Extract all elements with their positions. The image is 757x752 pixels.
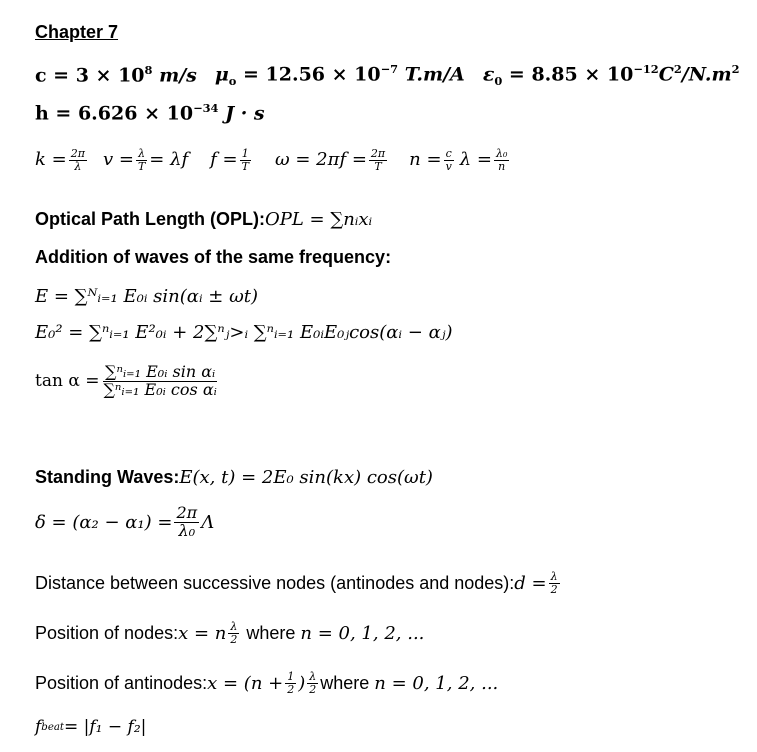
permittivity-constant: $\varepsilon_0 = 8.85 \times 10^{-12}C^2/N.m^2$	[482, 62, 740, 89]
wave-relations	[35, 148, 511, 172]
antinode-position-label: Position of antinodes:	[35, 672, 208, 693]
addition-heading: Addition of waves of the same frequency:	[35, 247, 392, 267]
refractive-index-eq: n = $\frac{c}{v}$	[409, 147, 452, 173]
angular-frequency-eq: ω = 2πf = $\frac{2\pi}{T}$	[274, 147, 386, 173]
node-position-line: Position of nodes: x = n $\frac{\lambda}{2}$ where n = 0, 1, 2, ...	[35, 620, 425, 646]
frequency-eq: f = $\frac{1}{T}$	[210, 147, 249, 173]
velocity-eq: v = $\frac{\lambda}{T}$ = λf	[102, 147, 189, 173]
standing-waves-line	[35, 467, 433, 488]
wavenumber-eq: k = $\frac{2\pi}{\lambda}$	[35, 147, 85, 173]
superposition-eq: E = ∑ᴺᵢ₌₁ E₀ᵢ sin(αᵢ ± ωt)	[35, 286, 259, 307]
antinode-position-line: Position of antinodes: x = (n + $\frac{1}{2}$ ) $\frac{\lambda}{2}$ where n = 0, 1, 2, ...	[35, 670, 499, 696]
node-position-label: Position of nodes:	[35, 622, 179, 643]
opl-formula: OPL = ∑nᵢxᵢ	[265, 209, 373, 230]
node-distance-line: Distance between successive nodes (antinodes and nodes): d = $\frac{\lambda}{2}$	[35, 570, 558, 596]
standing-waves-label: Standing Waves:	[35, 467, 180, 487]
node-distance-label: Distance between successive nodes (antinodes and nodes):	[35, 572, 515, 593]
planck-constant: $h = 6.626 \times 10^{-34}$ J · s	[35, 101, 265, 125]
permeability-constant: $\mu_o = 12.56 \times 10^{-7}$ T.m/A	[214, 62, 465, 89]
wavelength-medium-eq: λ = $\frac{\text{λ₀}}{n}$	[459, 147, 508, 173]
constants-line-1	[35, 62, 740, 88]
phase-angle-eq: tan α = $\frac{\text{∑ⁿᵢ₌₁ E₀ᵢ sin αᵢ}}{\text{∑ⁿᵢ₌₁ E₀ᵢ cos αᵢ}}$	[35, 362, 217, 399]
amplitude-squared-eq: E₀² = ∑ⁿᵢ₌₁ E²₀ᵢ + 2∑ⁿⱼ>ᵢ ∑ⁿᵢ₌₁ E₀ᵢE₀ⱼcos(αᵢ − αⱼ)	[35, 322, 453, 343]
phase-difference-eq: δ = (α₂ − α₁) = $\frac{2\pi}{\text{λ₀}}$ Λ	[35, 503, 215, 540]
chapter-title: Chapter 7	[35, 22, 119, 42]
page-title	[35, 22, 118, 43]
opl-label: Optical Path Length (OPL):	[35, 209, 265, 229]
beat-frequency-eq: f beat = |f₁ − f₂|	[35, 717, 147, 737]
speed-of-light: $c = 3 \times 10^8$ m/s	[35, 63, 197, 87]
standing-waves-formula: E(x, t) = 2E₀ sin(kx) cos(ωt)	[179, 467, 433, 488]
opl-line	[35, 209, 372, 230]
